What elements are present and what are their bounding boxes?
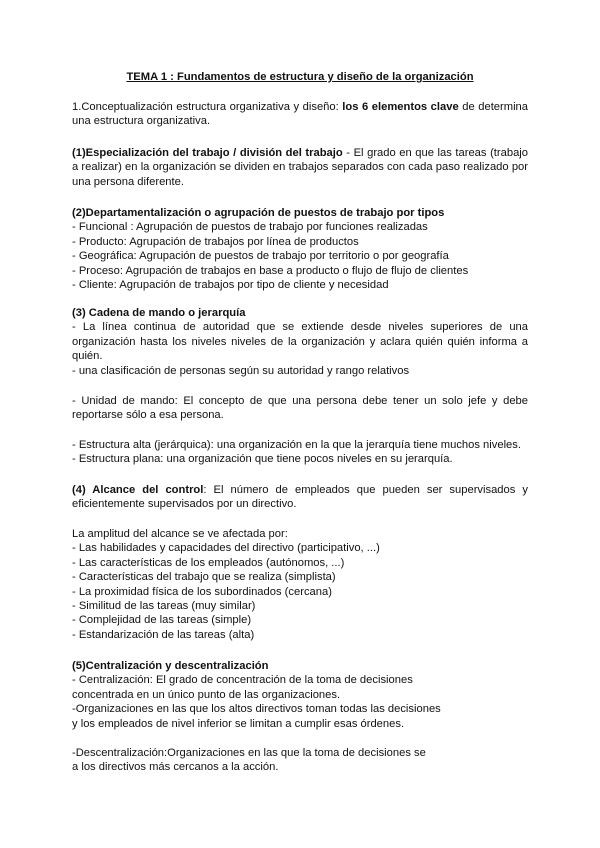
section-5-decentralization — [72, 746, 528, 775]
section-4 — [72, 483, 528, 512]
section-3-structures — [72, 438, 528, 467]
section-3-p5: - Estructura plana: una organización que tiene pocos niveles en su jerarquía. — [72, 453, 453, 466]
text-line: -Organizaciones en las que los altos directivos toman todas las decisiones — [72, 703, 441, 716]
list-item: - Producto: Agrupación de trabajos por línea de productos — [72, 235, 359, 248]
section-3 — [72, 306, 528, 378]
list-item: - Las características de los empleados (autónomos, ...) — [72, 556, 345, 569]
text-line: y los empleados de nivel inferior se limitan a cumplir esas órdenes. — [72, 717, 405, 730]
list-item: - Complejidad de las tareas (simple) — [72, 614, 252, 627]
list-item: - Proceso: Agrupación de trabajos en base a producto o flujo de flujo de clientes — [72, 264, 469, 277]
section-3-p2: - una clasificación de personas según su autoridad y rango relativos — [72, 364, 410, 377]
list-item: - Características del trabajo que se realiza (simplista) — [72, 571, 336, 584]
page-title: TEMA 1 : Fundamentos de estructura y diseño de la organización — [126, 71, 474, 83]
list-item: - La proximidad física de los subordinados (cercana) — [72, 585, 332, 598]
intro-prefix: 1.Conceptualización estructura organizativa y diseño: — [72, 101, 343, 113]
section-2-heading: (2)Departamentalización o agrupación de puestos de trabajo por tipos — [72, 207, 445, 219]
text-line: -Descentralización:Organizaciones en las que la toma de decisiones se — [72, 747, 426, 759]
list-item: - Similitud de las tareas (muy similar) — [72, 600, 256, 613]
list-item: - Las habilidades y capacidades del directivo (participativo, ...) — [72, 542, 380, 555]
section-1 — [72, 146, 528, 189]
text-line: a los directivos más cercanos a la acción. — [72, 761, 279, 774]
intro-bold: los 6 elementos clave — [342, 101, 459, 113]
intro-paragraph — [72, 100, 528, 129]
list-item: - Estandarización de las tareas (alta) — [72, 628, 255, 641]
section-4-heading: (4) Alcance del control — [72, 484, 204, 496]
section-5-heading: (5)Centralización y descentralización — [72, 660, 269, 672]
section-3-heading: (3) Cadena de mando o jerarquía — [72, 307, 246, 319]
section-3-p1: - La línea continua de autoridad que se extiende desde niveles superiores de una organización hasta los niveles niveles de la organización y aclara quién quién informa a quién. — [72, 321, 528, 363]
section-3-p4: - Estructura alta (jerárquica): una organización en la que la jerarquía tiene muchos niveles. — [72, 439, 521, 451]
text-line: - Centralización: El grado de concentración de la toma de decisiones — [72, 674, 413, 687]
section-4-text: : El número de empleados que pueden ser supervisados y eficientemente supervisados por un directivo. — [72, 484, 528, 511]
section-3-p3: - Unidad de mando: El concepto de que una persona debe tener un solo jefe y debe reportarse sólo a esa persona. — [72, 395, 528, 422]
section-2 — [72, 206, 528, 292]
section-4-intro: La amplitud del alcance se ve afectada por: — [72, 528, 288, 540]
section-1-heading: (1)Especialización del trabajo / división del trabajo — [72, 147, 343, 159]
section-1-text: - El grado en que las tareas (trabajo a realizar) en la organización se dividen en trabajos separados con cada paso realizado por una persona diferente. — [72, 147, 528, 188]
list-item: - Geográfica: Agrupación de puestos de trabajo por territorio o por geografía — [72, 250, 449, 263]
list-item: - Cliente: Agrupación de trabajos por tipo de cliente y necesidad — [72, 279, 389, 292]
text-line: concentrada en un único punto de las organizaciones. — [72, 688, 341, 701]
section-4-list — [72, 527, 528, 642]
intro-suffix: de determina una estructura organizativa. — [72, 101, 528, 128]
list-item: - Funcional : Agrupación de puestos de trabajo por funciones realizadas — [72, 221, 428, 234]
section-5 — [72, 659, 528, 731]
